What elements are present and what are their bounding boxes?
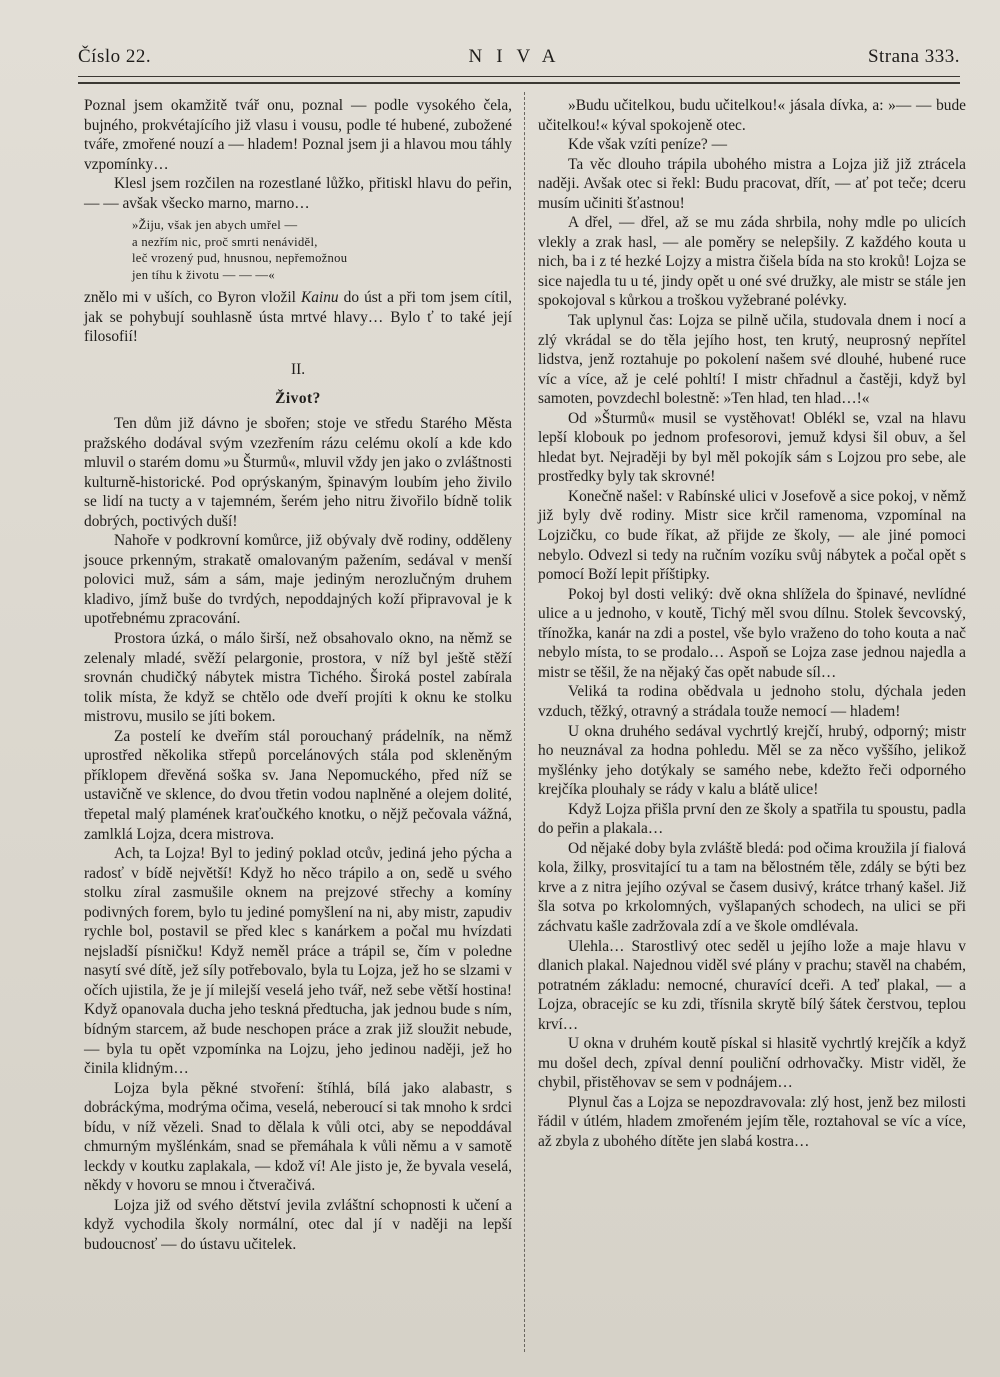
- paragraph: Nahoře v podkrovní komůrce, již obývaly dvě rodiny, odděleny jsouce prkenným, strakatě omalovaným pažením, sedával v menší polovici muž, sám a sám, maje jediným nerozlučným druhem kladivo, jímž buše do tvrdých, nepoddajných koží připravoval je k upotřebnému zpracování.: [84, 532, 512, 628]
- right-column: [538, 96, 966, 1152]
- paragraph: Plynul čas a Lojza se nepozdravovala: zlý host, jenž bez milosti řádil v útlém, hladem zmořeném jejím těle, roztahoval se víc a více, až zbyla z ubohého dítěte jen slabá kostra…: [538, 1093, 966, 1150]
- paragraph: Pokoj byl dosti veliký: dvě okna shlížela do špinavé, nevlídné ulice a u jednoho, v koutě, Tichý měl svou dílnu. Stolek ševcovský, třínožka, kanár na zdi a postel, vše bylo vraženo do toho kouta a nač nebylo místa, to se prodalo… Aspoň se Lojza zase jednou najedla a mistr se těšil, že na nějaký čas opět nabude síl…: [538, 585, 966, 681]
- paragraph: Ta věc dlouho trápila ubohého mistra a Lojza již již ztrácela naději. Avšak otec si řekl: Budu pracovat, dřít, — ať pot teče; dceru musím učiniti šťastnou!: [538, 155, 966, 212]
- section-number: II.: [290, 360, 306, 378]
- paragraph: Když Lojza přišla první den ze školy a spatřila tu spoustu, padla do peřin a plakala…: [538, 800, 966, 838]
- paragraph: U okna druhého sedával vychrtlý krejčí, hrubý, odporný; mistr ho neuznával za hodna pohledu. Měl se za něco vyššího, jelikož myšlénky jeho dotýkaly se samého nebe, kdežto řeči odporného krejčíka plouhaly se rády v kalu a blátě ulice!: [538, 722, 966, 799]
- verse-line: a nezřím nic, proč smrti nenáviděl,: [132, 234, 318, 249]
- page-header: [78, 46, 960, 76]
- verse-line: jen tíhu k životu — — —«: [132, 267, 275, 282]
- section-title: Život?: [275, 390, 321, 408]
- left-column: [84, 96, 512, 1255]
- paragraph: Veliká ta rodina obědvala u jednoho stolu, dýchala jeden vzduch, těžký, otravný a strádala touže nemocí — hladem!: [538, 683, 966, 720]
- paragraph: Ten dům již dávno je sbořen; stoje ve středu Starého Města pražského dodával svým vzezřením rázu celému okolí a kde kdo mluvil o starém domu »u Šturmů«, mluvil vždy jen jako o zvláštnosti kulturně-historické. Pod oprýskaným, špinavým loubím jeho živilo se lidí na tucty a v tajemném, šerém jeho nitru živořilo bídně tolik dobrých, poctivých duší!: [84, 415, 512, 530]
- paragraph: Konečně našel: v Rabínské ulici v Josefově a sice pokoj, v němž již byly dvě rodiny. Mistr sice krčil ramenoma, vzpomínal na Lojzičku, co bude říkat, až přijde ze školy, — ale jiné pomoci nebylo. Odvezl si tedy na ručním vozíku svůj nábytek a počal opět s pomocí Boží lepit příštipky.: [538, 487, 966, 584]
- paragraph: Klesl jsem rozčilen na rozestlané lůžko, přitiskl hlavu do peřin, — — avšak všecko marno, marno…: [84, 175, 512, 212]
- verse-line: »Žiju, však jen abych umřel —: [132, 218, 298, 233]
- paragraph: Poznal jsem okamžitě tvář onu, poznal — podle vysokého čela, bujného, prokvétajícího již vlasu i vousu, podle té hubené, zubožené tváře, zmořené nouzí a — hladem! Poznal jsem ji a hlavou mou táhly vzpomínky…: [84, 97, 512, 173]
- paragraph: Od nějaké doby byla zvláště bledá: pod očima kroužila jí fialová kola, žilky, prosvitající tu a tam na bělostném těle, zdály se býti bez krve a z nitra jejího ozýval se časem dusivý, krátce trhaný kašel. Již šla sotva po krkolomných, vyšlapaných schodech, na ulici se při záchvatu kašle zadržovala zdí a ve škole omdlévala.: [538, 839, 966, 935]
- paragraph: Prostora úzká, o málo širší, než obsahovalo okno, na němž se zelenaly mladé, svěží pelargonie, prostora, v níž byl ještě stěží srovnán chudičký nábytek mistra Tichého. Široká postel zabírala tolik místa, že když se chtělo ode dveří projíti k oknu ke stolku mistrovu, musilo se jíti bokem.: [84, 630, 512, 726]
- verse-line: leč vrozený pud, hnusnou, nepřemožnou: [132, 251, 348, 266]
- paragraph: Tak uplynul čas: Lojza se pilně učila, studovala dnem i nocí a zlý vkrádal se do těla jejího host, ten krutý, neuprosný nepřítel lidstva, jenž roztahuje po pokolení našem své dlouhé, hubené ruce víc a více, až je celé pohltí! I mistr chřadnul a častěji, když byl samoten, povzdechl bolestně: »Ten hlad, ten hlad…!«: [538, 312, 966, 408]
- paragraph: A dřel, — dřel, až se mu záda shrbila, nohy mdle po ulicích vlekly a zrak hasl, — ale poměry se nelepšily. Z každého kouta u nich, ba i z té hezké Lojzy a mistra čišela bída na sto kroků! Lojza se sice najedla tu u té, jindy opět u oné své družky, ale mistr se stále jen spokojoval s kůrkou a troškou vyžebrané polévky.: [538, 214, 966, 310]
- paragraph: Lojza již od svého dětství jevila zvláštní schopnosti k učení a když vychodila školy normální, otec dal jí v naději na lepší budoucnosť — do ústavu učitelek.: [84, 1196, 512, 1253]
- verse-quote: [132, 217, 512, 283]
- paragraph: Lojza byla pěkné stvoření: štíhlá, bílá jako alabastr, s dobráckýma, modrýma očima, veselá, neberoucí si tak mnoho k srdci bídu, v níž vězeli. Snad to dělala k vůli otci, aby se nepoddával chmurným myšlénkám, snad se přemáhala k vůli němu a v samotě leckdy v koutku zaplakala, — kdož ví! Ale jisto je, že byvala veselá, někdy v hovoru se mnou i čtveračivá.: [84, 1079, 512, 1195]
- column-divider: [524, 92, 525, 1352]
- paragraph: U okna v druhém koutě pískal si hlasitě vychrtlý krejčík a když mu došel dech, zpíval denní pouliční odrhovačky. Mistr viděl, že chybil, přistěhovav se sem v podnájem…: [538, 1035, 966, 1092]
- paragraph: Kde však vzíti peníze? —: [568, 136, 727, 154]
- paragraph: Za postelí ke dveřím stál porouchaný prádelník, na němž uprostřed několika střepů porcelánových stála pod skleněným příklopem dřevěná soška sv. Jana Nepomuckého, před níž se ustavičně ve sklence, do dvou třetin vodou naplněné a olejem dolité, třepetal malý plamének kraťoučkého knotku, o nějž pečovala vážná, zamlklá Lojza, dcera mistrova.: [84, 727, 512, 843]
- paragraph: Ulehla… Starostlivý otec seděl u jejího lože a maje hlavu v dlanich plakal. Najednou viděl své plány v prachu; stavěl na chabém, potratném základu: nemocné, churavící dceři. A teď plakal, — a Lojza, obracejíc se ku zdi, třísnila skrytě bílý šátek čerstvou, teplou krví…: [538, 937, 966, 1033]
- text-span: znělo mi v uších, co Byron vložil: [84, 289, 301, 307]
- italic-title: Kainu: [300, 289, 339, 307]
- paragraph: Od »Šturmů« musil se vystěhovat! Oblékl se, vzal na hlavu lepší klobouk po jednom profesorovi, jemuž kdysi šil obuv, a šel hledat byt. Nejraději by byl měl pokojík sám s Lojzou pro sebe, ale prostředky byly tak skrovné!: [538, 409, 966, 486]
- paragraph: [84, 288, 512, 347]
- periodical-title: NIVA: [468, 46, 570, 67]
- text-span: do úst a při tom jsem cítil, jak se pohybují souhlasně ústa mrtvé hlavy… Bylo ť to také její filosofií!: [84, 289, 512, 346]
- paragraph: »Budu učitelkou, budu učitelkou!« jásala dívka, a: »— — bude učitelkou!« kýval spokojeně otec.: [538, 97, 966, 134]
- header-rule: [78, 76, 960, 84]
- paragraph: Ach, ta Lojza! Byl to jediný poklad otcův, jediná jeho pýcha a radosť v bídě největší! Když ho něco trápilo a on, sedě u svého stolku zíral zasmušile oknem na prejzové střechy a komíny podivných forem, bylo tu jediné pomyšlení na ni, aby mistr, zapudiv rychle bol, postavil se před klec s kanárkem a počal mu hvízdati nejsladší písničku! Když neměl práce a trápil se, čím v poledne nasytí své dítě, jež síly potřebovalo, byla tu Lojza, jež ho se slzami v očích ujistila, že je jí milejší veselá jeho tvář, než sebe větší hostina! Když opanovala ducha jeho teskná předtucha, jak jednou bude s ním, bídným starcem, až bude neschopen práce a zrak již sloužit nebude, — byla tu opět vzpomínka na Lojzu, jeho jedinou naději, jež ho činila klidným…: [84, 845, 512, 1078]
- issue-number: Číslo 22.: [78, 46, 152, 67]
- page-number: Strana 333.: [867, 46, 960, 67]
